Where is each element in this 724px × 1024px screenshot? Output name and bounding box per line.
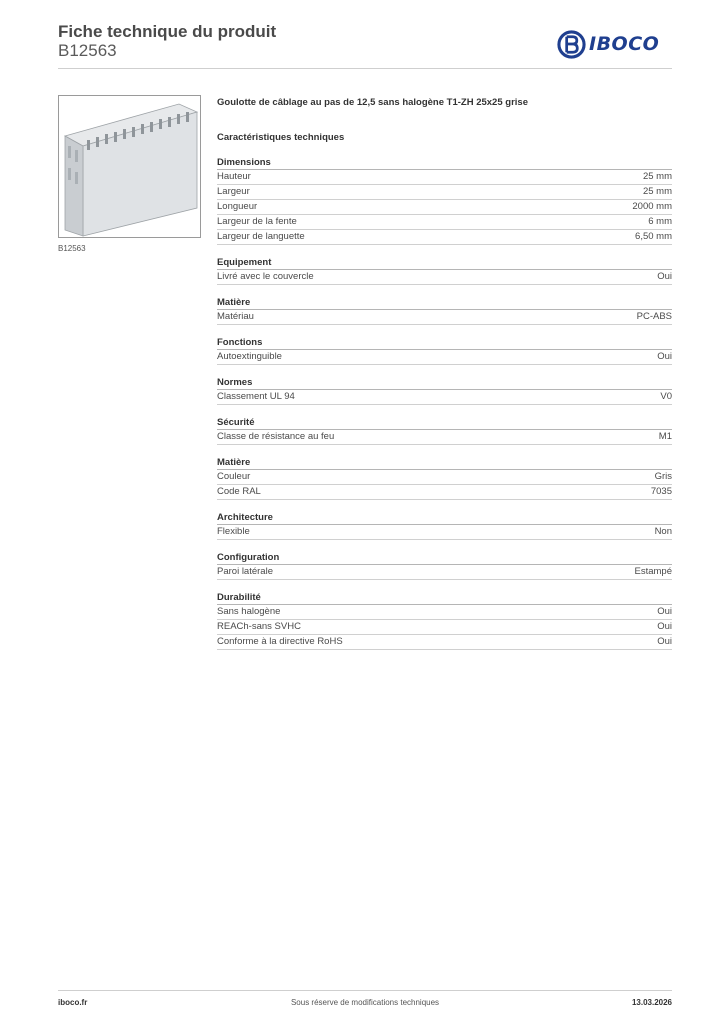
- section-title: Matière: [217, 455, 672, 470]
- spec-label: Matériau: [217, 311, 254, 322]
- section-title: Configuration: [217, 550, 672, 565]
- footer-date: 13.03.2026: [631, 998, 672, 1007]
- spec-value: Oui: [657, 636, 672, 647]
- footer-divider: [58, 990, 672, 991]
- spec-section-material: [217, 295, 672, 325]
- spec-row: [217, 485, 672, 500]
- footer-website: iboco.fr: [58, 998, 88, 1007]
- spec-value: Oui: [657, 621, 672, 632]
- spec-label: Conforme à la directive RoHS: [217, 636, 343, 647]
- spec-section-functions: [217, 335, 672, 365]
- spec-row: [217, 350, 672, 365]
- spec-value: Gris: [654, 471, 672, 482]
- section-title: Equipement: [217, 255, 672, 270]
- spec-value: V0: [660, 391, 672, 402]
- spec-row: [217, 390, 672, 405]
- iboco-logo: [557, 29, 659, 59]
- spec-label: Flexible: [217, 526, 250, 537]
- spec-row: [217, 215, 672, 230]
- spec-content: [217, 95, 672, 650]
- footer-note: Sous réserve de modifications techniques: [290, 998, 440, 1007]
- spec-row: [217, 470, 672, 485]
- tech-heading: Caractéristiques techniques: [217, 132, 345, 143]
- spec-section-durability: [217, 590, 672, 650]
- spec-row: [217, 430, 672, 445]
- spec-value: Non: [654, 526, 672, 537]
- spec-section-safety: [217, 415, 672, 445]
- page-header: [58, 22, 276, 60]
- spec-label: Largeur de languette: [217, 231, 305, 242]
- spec-label: Classe de résistance au feu: [217, 431, 335, 442]
- section-title: Normes: [217, 375, 672, 390]
- spec-section-standards: [217, 375, 672, 405]
- spec-value: Estampé: [634, 566, 672, 577]
- page-title: Fiche technique du produit: [58, 22, 277, 41]
- spec-row: [217, 620, 672, 635]
- spec-value: 7035: [650, 486, 672, 497]
- spec-label: REACh-sans SVHC: [217, 621, 301, 632]
- spec-label: Largeur de la fente: [217, 216, 297, 227]
- spec-value: 25 mm: [642, 171, 672, 182]
- spec-section-configuration: [217, 550, 672, 580]
- spec-row: [217, 270, 672, 285]
- spec-section-material-color: [217, 455, 672, 500]
- spec-label: Sans halogène: [217, 606, 281, 617]
- spec-label: Classement UL 94: [217, 391, 295, 402]
- spec-row: [217, 565, 672, 580]
- section-title: Architecture: [217, 510, 672, 525]
- spec-row: [217, 170, 672, 185]
- section-title: Dimensions: [217, 155, 672, 170]
- spec-value: 2000 mm: [632, 201, 672, 212]
- product-image: [58, 95, 201, 238]
- spec-label: Hauteur: [217, 171, 251, 182]
- header-divider: [58, 68, 672, 69]
- spec-value: 6 mm: [648, 216, 672, 227]
- spec-row: [217, 525, 672, 540]
- image-caption: B12563: [58, 244, 86, 253]
- spec-value: 25 mm: [642, 186, 672, 197]
- spec-label: Code RAL: [217, 486, 261, 497]
- spec-label: Livré avec le couvercle: [217, 271, 314, 282]
- product-reference: B12563: [58, 41, 117, 60]
- spec-row: [217, 310, 672, 325]
- spec-label: Paroi latérale: [217, 566, 273, 577]
- spec-row: [217, 605, 672, 620]
- spec-label: Autoextinguible: [217, 351, 282, 362]
- spec-label: Couleur: [217, 471, 251, 482]
- spec-section-equipment: [217, 255, 672, 285]
- spec-row: [217, 230, 672, 245]
- iboco-logo-mark-icon: [557, 30, 586, 59]
- spec-row: [217, 200, 672, 215]
- spec-value: Oui: [657, 271, 672, 282]
- spec-value: 6,50 mm: [635, 231, 672, 242]
- spec-label: Largeur: [217, 186, 250, 197]
- section-title: Durabilité: [217, 590, 672, 605]
- spec-label: Longueur: [217, 201, 258, 212]
- spec-section-architecture: [217, 510, 672, 540]
- spec-row: [217, 185, 672, 200]
- spec-value: PC-ABS: [636, 311, 672, 322]
- section-title: Fonctions: [217, 335, 672, 350]
- spec-value: Oui: [657, 606, 672, 617]
- section-title: Matière: [217, 295, 672, 310]
- spec-row: [217, 635, 672, 650]
- spec-section-dimensions: [217, 155, 672, 245]
- product-name: Goulotte de câblage au pas de 12,5 sans halogène T1-ZH 25x25 grise: [217, 97, 528, 108]
- cable-duct-illustration: [59, 96, 200, 237]
- logo-text: IBOCO: [589, 33, 660, 55]
- section-title: Sécurité: [217, 415, 672, 430]
- spec-value: M1: [658, 431, 672, 442]
- spec-value: Oui: [657, 351, 672, 362]
